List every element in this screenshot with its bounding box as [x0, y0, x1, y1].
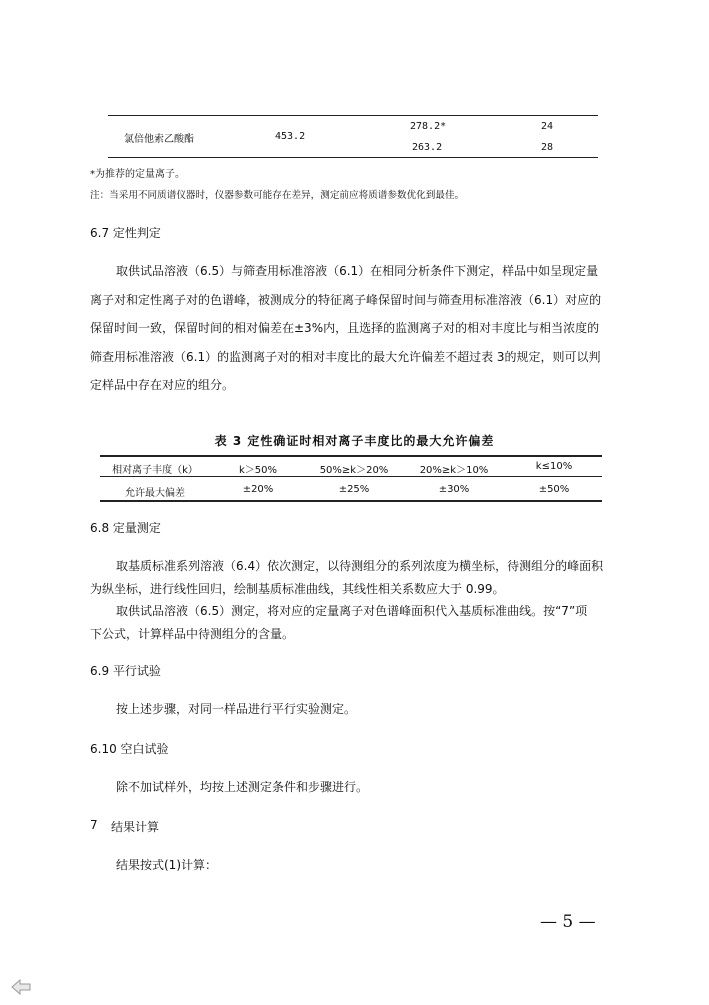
- top-table-ion-2: 263.2: [412, 142, 443, 153]
- section-6-9-text: 按上述步骤，对同一样品进行平行实验测定。: [116, 702, 357, 716]
- text-line: 下公式，计算样品中待测组分的含量。: [90, 626, 295, 641]
- table-3-rule-bottom: [100, 500, 602, 502]
- top-table-rule-bottom: [108, 157, 598, 158]
- section-6-10-heading: 6.10 空白试验: [90, 742, 169, 756]
- section-7-text: 结果按式(1)计算：: [116, 858, 217, 872]
- back-arrow-icon[interactable]: [10, 978, 32, 996]
- section-7-heading-text: 结果计算: [111, 820, 160, 834]
- top-table-ion-1: 278.2*: [410, 121, 447, 132]
- text-line: 定样品中存在对应的组分。: [90, 378, 235, 392]
- top-table-energy-1: 24: [541, 121, 554, 132]
- top-table-compound: 氯倍他索乙酸酯: [124, 134, 194, 145]
- section-6-8-heading: 6.8 定量测定: [90, 521, 161, 535]
- text-line: 离子对和定性离子对的色谱峰，被测成分的特征离子峰保留时间与筛查用标准溶液（6.1）对应的: [90, 292, 602, 307]
- text-line: 筛查用标准溶液（6.1）的监测离子对的相对丰度比的最大允许偏差不超过表 3的规定，则可以判: [90, 349, 601, 364]
- text-line: 取供试品溶液（6.5）测定，将对应的定量离子对色谱峰面积代入基质标准曲线。按“7”项: [116, 604, 588, 618]
- text-line: 取供试品溶液（6.5）与筛查用标准溶液（6.1）在相同分析条件下测定，样品中如呈现定量: [116, 264, 599, 278]
- table-3-row-label: 允许最大偏差: [125, 488, 185, 499]
- table-3-row-col-3: ±30%: [438, 484, 470, 495]
- table-3-title: 表 3 定性确证时相对离子丰度比的最大允许偏差: [214, 434, 495, 448]
- page-number: — 5 —: [540, 912, 596, 932]
- top-table-energy-2: 28: [541, 142, 554, 153]
- text-line: 取基质标准系列溶液（6.4）依次测定，以待测组分的系列浓度为横坐标，待测组分的峰面积: [116, 559, 604, 573]
- table-3-rule-top: [100, 455, 602, 457]
- section-6-9-heading: 6.9 平行试验: [90, 664, 161, 678]
- table-3-row-col-2: ±25%: [338, 484, 370, 495]
- section-6-8-paragraph: [90, 555, 630, 645]
- table-3-row-col-1: ±20%: [242, 484, 274, 495]
- section-6-7-paragraph: [90, 257, 630, 400]
- table-3-header-col-1: k＞50%: [238, 465, 278, 476]
- table-3-header-label: 相对离子丰度（k）: [112, 465, 198, 476]
- table-3-row-col-4: ±50%: [538, 484, 570, 495]
- footnote-note: 注：当采用不同质谱仪器时，仪器参数可能存在差异，测定前应将质谱参数优化到最佳。: [90, 190, 465, 201]
- table-3-header-col-2: 50%≥k＞20%: [319, 465, 389, 476]
- text-line: 为纵坐标，进行线性回归，绘制基质标准曲线，其线性相关系数应大于 0.99。: [90, 581, 505, 596]
- section-7-heading-number: 7: [90, 818, 98, 832]
- table-3-rule-mid: [100, 476, 602, 477]
- section-6-7-heading: 6.7 定性判定: [90, 226, 161, 240]
- top-table-rule-top: [108, 115, 598, 116]
- section-6-10-text: 除不加试样外，均按上述测定条件和步骤进行。: [116, 780, 369, 794]
- footnote-star: *为推荐的定量离子。: [90, 169, 185, 180]
- text-line: 保留时间一致，保留时间的相对偏差在±3%内，且选择的监测离子对的相对丰度比与相当浓度的: [90, 321, 600, 335]
- table-3-header-col-3: 20%≥k＞10%: [419, 465, 489, 476]
- top-table-mass: 453.2: [275, 131, 306, 142]
- table-3-header-col-4: k≤10%: [535, 461, 573, 472]
